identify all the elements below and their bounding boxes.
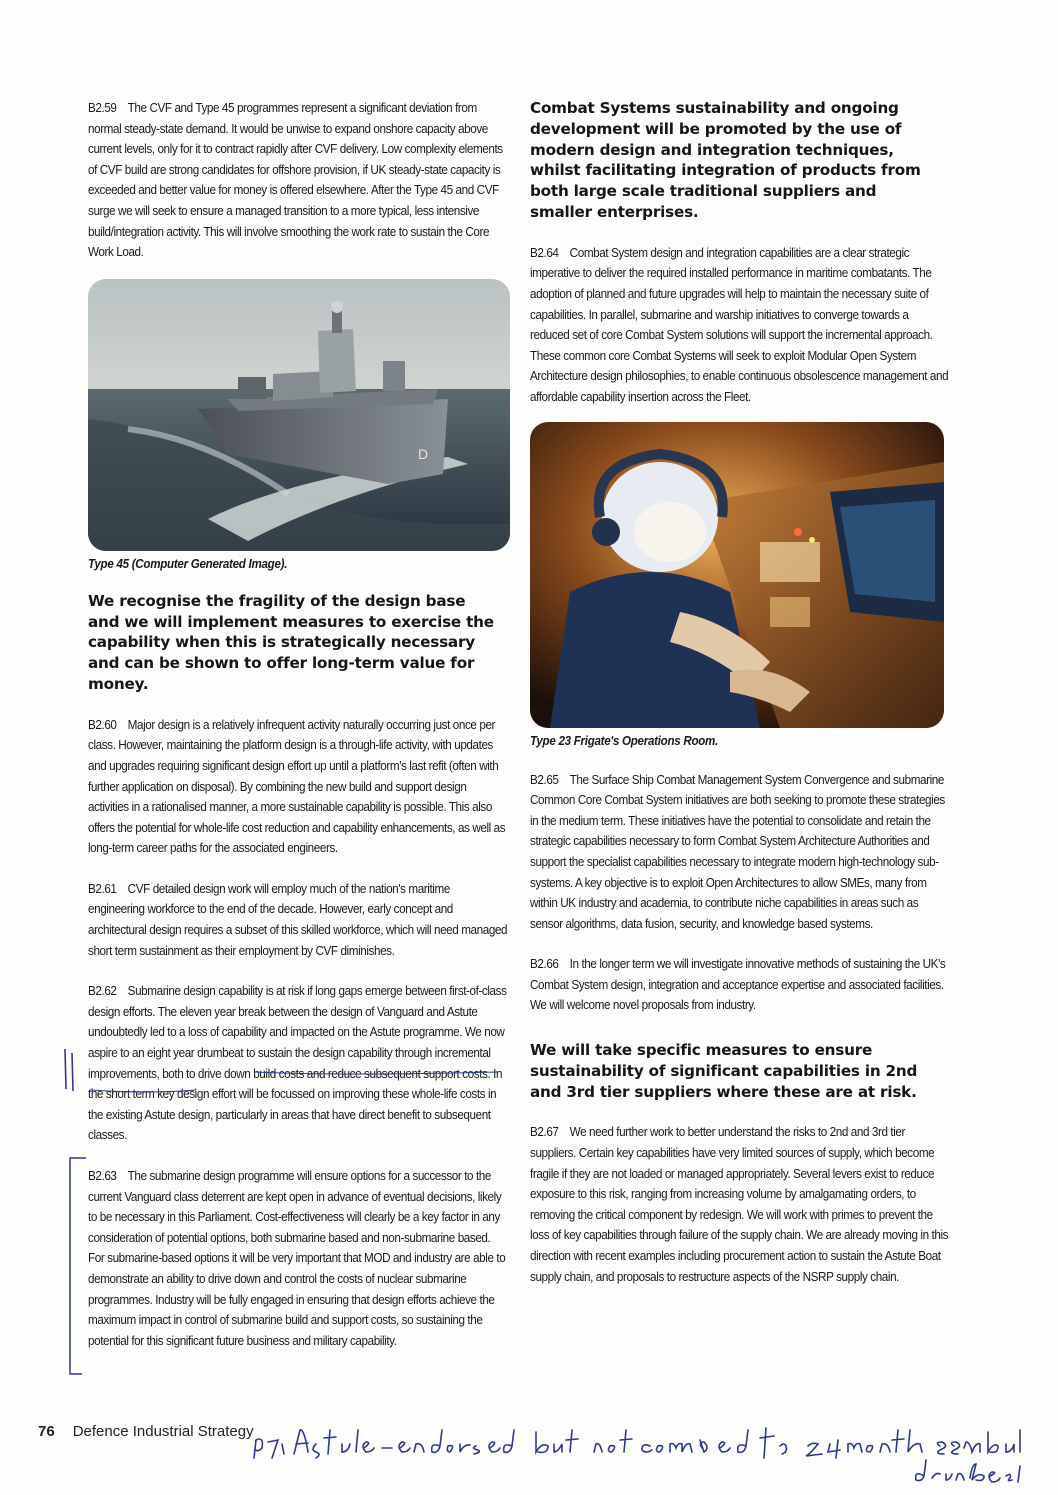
paragraph-text: Combat System design and integration capabilities are a clear strategic imperative to deliver the required installed performance in maritime combatants. The adoption of planned and future upgrades will help to maintain the necessary suite of capabilities. In parallel, submarine and warship initiatives to converge towards a reduced set of core Combat System solutions will support the incremental approach. These common core Combat Systems will seek to exploit Modular Open System Architecture design philosophies, to enable continuous obsolescence management and affordable capability insertion across the Fleet. — [530, 245, 949, 404]
paragraph-b2-59 — [88, 98, 508, 263]
section-heading-combat-systems: Combat Systems sustainability and ongoing development will be promoted by the use of modern design and integration techniques, whilst facilitating integration of products from both large scale traditional suppliers and smaller enterprises. — [530, 99, 921, 221]
hull-number: D — [418, 445, 429, 462]
page-number: 76 — [38, 1423, 55, 1440]
operations-room-photo — [530, 422, 944, 728]
right-column — [530, 98, 950, 1287]
left-column — [88, 98, 508, 1351]
paragraph-number: B2.65 — [530, 772, 559, 787]
paragraph-number: B2.61 — [88, 881, 117, 896]
section-heading-design-base: We recognise the fragility of the design base and we will implement measures to exercise the capability when this is strategically necessary and can be shown to offer long-term value for money. — [88, 591, 494, 693]
photo-caption-type45: Type 45 (Computer Generated Image). — [88, 556, 288, 571]
paragraph-number: B2.67 — [530, 1125, 559, 1140]
handwritten-annotation — [250, 1418, 1030, 1488]
paragraph-text: CVF detailed design work will employ much of the nation's maritime engineering workforce to the end of the decade. However, early concept and architectural design requires a subset of this skilled workforce, which will need managed short term sustainment as their employment by CVF diminishes. — [88, 881, 508, 958]
photo-caption-type23: Type 23 Frigate's Operations Room. — [530, 733, 719, 748]
paragraph-b2-64 — [530, 243, 950, 408]
paragraph-b2-61 — [88, 879, 508, 961]
paragraph-text: Major design is a relatively infrequent activity naturally occurring just once per class. However, maintaining the platform design is a through-life activity, with updates and upgrades requiring significant design effort up until a platform's last refit (often with further application on disposal). By combining the new build and support design activities in a rationalised manner, a more sustainable capability is possible. This also offers the potential for whole-life cost reduction and capability enhancements, as well as long-term career paths for the associated engineers. — [88, 717, 506, 856]
paragraph-number: B2.64 — [530, 245, 559, 260]
paragraph-number: B2.66 — [530, 957, 559, 972]
paragraph-b2-66 — [530, 954, 950, 1016]
underline-mark — [88, 1068, 508, 1098]
document-title: Defence Industrial Strategy — [72, 1423, 254, 1440]
paragraph-b2-60 — [88, 715, 508, 859]
paragraph-text: The Surface Ship Combat Management System Convergence and submarine Common Core Combat System initiatives are both seeking to promote these strategies in the medium term. These initiatives have the potential to consolidate and retain the strategic capabilities necessary to form Combat System Architecture Authorities and support the specialist capabilities necessary to integrate modern high-technology sub-systems. A key objective is to exploit Open Architectures to allow SMEs, many from within UK industry and academia, to contribute niche capabilities in areas such as sensor algorithms, data fusion, security, and knowledge based systems. — [530, 772, 945, 931]
paragraph-b2-67 — [530, 1122, 950, 1287]
section-heading-supply-chain: We will take specific measures to ensure sustainability of significant capabilities in 2nd and 3rd tier suppliers where these are at risk. — [530, 1041, 918, 1101]
paragraph-text: We need further work to better understand the risks to 2nd and 3rd tier suppliers. Certain key capabilities have very limited sources of supply, which become fragile if they are not loaded or managed appropriately. Several levers exist to reduce exposure to this risk, ranging from increasing volume by amalgamating orders, to removing the critical component by redesign. We will work with primes to prevent the loss of key capabilities through failure of the supply chain. We are already moving in this direction with recent examples including procurement action to sustain the Astute Boat supply chain, and proposals to restructure aspects of the NSRP supply chain. — [530, 1125, 949, 1284]
type-45-photo — [88, 279, 510, 551]
paragraph-text: The CVF and Type 45 programmes represent a significant deviation from normal steady-state demand. It would be unwise to expand onshore capacity above current levels, only for it to contract rapidly after CVF delivery. Low complexity elements of CVF build are strong candidates for offshore provision, if UK steady-state capacity is exceeded and better value for money is offered elsewhere. After the Type 45 and CVF surge we will seek to ensure a managed transition to a more typical, less intensive build/integration activity. This will involve smoothing the work rate to sustain the Core Work Load. — [88, 101, 503, 260]
paragraph-text: The submarine design programme will ensure options for a successor to the current Vanguard class deterrent are kept open in advance of eventual decisions, likely to be necessary in this Parliament. Cost-effectiveness will clearly be a key factor in any consideration of potential options, both submarine based and non-submarine based. For submarine-based options it will be very important that MOD and industry are able to demonstrate an ability to drive down and control the costs of nuclear submarine programmes. Industry will be fully engaged in ensuring that design efforts achieve the maximum impact in control of submarine build and support costs, so sustaining the potential for this significant future business and military capability. — [88, 1169, 506, 1348]
paragraph-b2-65 — [530, 770, 950, 935]
margin-double-line-mark — [60, 1045, 80, 1095]
page-footer — [38, 1423, 254, 1440]
paragraph-number: B2.62 — [88, 984, 117, 999]
paragraph-number: B2.60 — [88, 717, 117, 732]
paragraph-b2-62 — [88, 981, 508, 1146]
paragraph-number: B2.59 — [88, 101, 117, 115]
paragraph-b2-63 — [88, 1166, 508, 1351]
paragraph-text: Submarine design capability is at risk if long gaps emerge between first-of-class design efforts. The eleven year break between the design of Vanguard and Astute undoubtedly led to a loss of capability and impacted on the Astute programme. We now aspire to an eight year drumbeat to sustain the design capability through incremental improvements, both to drive down build costs and reduce subsequent support costs. In the short term key design effort will be focussed on improving these whole-life costs in the existing Astute design, particularly in areas that have direct benefit to subsequent classes. — [88, 984, 507, 1143]
paragraph-number: B2.63 — [88, 1169, 117, 1184]
paragraph-text: In the longer term we will investigate innovative methods of sustaining the UK's Combat System design, integration and acceptance expertise and associated facilities. We will welcome novel proposals from industry. — [530, 957, 946, 1013]
margin-bracket-mark — [62, 1152, 90, 1382]
